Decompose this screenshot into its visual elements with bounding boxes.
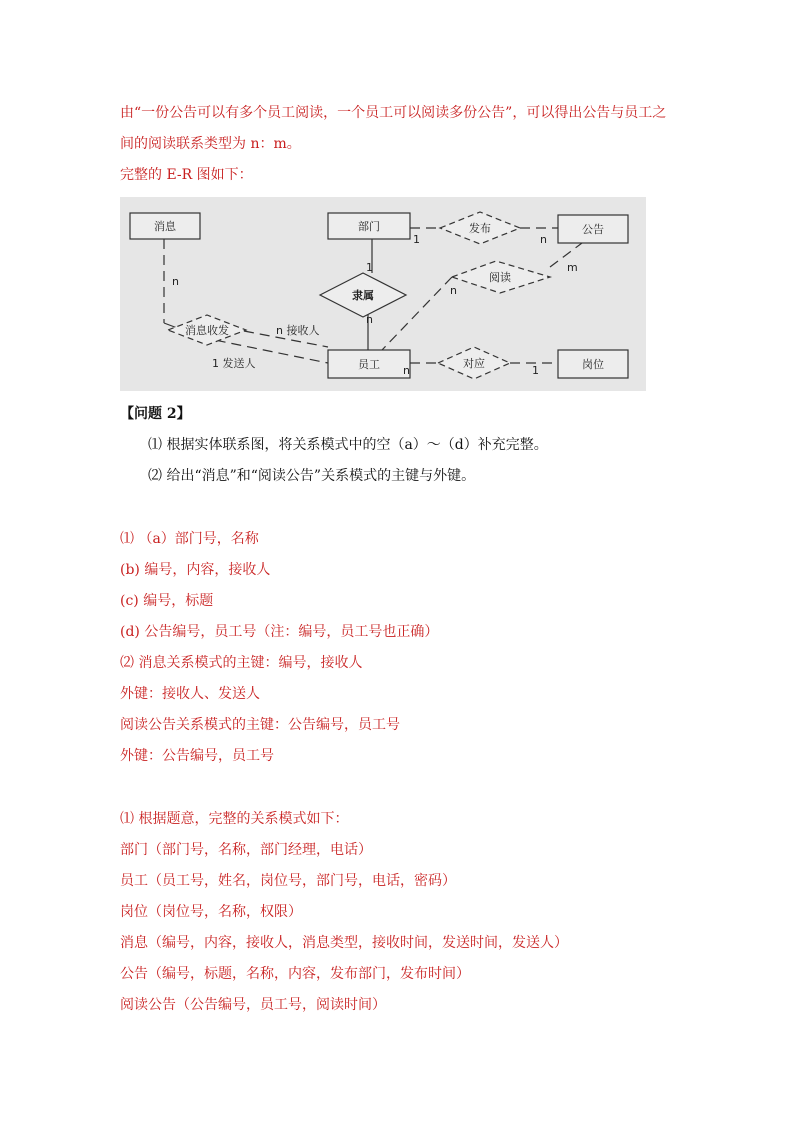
question-title: 【问题 2】 — [120, 406, 191, 422]
schema-line: 消息（编号，内容，接收人，消息类型，接收时间，发送时间，发送人） — [120, 935, 568, 951]
schema-line: 员工（员工号，姓名，岗位号，部门号，电话，密码） — [120, 873, 456, 889]
schema-line: 部门（部门号，名称，部门经理，电话） — [120, 842, 372, 858]
card-publish-notice: n — [540, 233, 547, 246]
card-sender: 1 发送人 — [212, 357, 256, 370]
entity-employee: 员工 — [358, 358, 380, 371]
rel-message-send: 消息收发 — [185, 324, 229, 337]
question-item-1: ⑴ 根据实体联系图，将关系模式中的空（a）～（d）补充完整。 — [148, 437, 548, 453]
card-correspond-pos: 1 — [532, 364, 539, 377]
er-diagram-svg — [120, 197, 646, 391]
card-read-emp: n — [450, 284, 457, 297]
card-belong-emp: n — [366, 313, 373, 326]
rel-correspond: 对应 — [463, 357, 485, 370]
answer-line: ⑴ （a）部门号，名称 — [120, 531, 259, 547]
answer-line: (b) 编号，内容，接收人 — [120, 562, 271, 578]
schema-line: 阅读公告（公告编号，员工号，阅读时间） — [120, 997, 386, 1013]
rel-publish: 发布 — [469, 222, 491, 235]
answer-line: (d) 公告编号，员工号（注：编号，员工号也正确） — [120, 624, 439, 640]
card-receiver: n 接收人 — [276, 324, 320, 337]
schema-line: 岗位（岗位号，名称，权限） — [120, 904, 302, 920]
answer-line: (c) 编号，标题 — [120, 593, 214, 609]
schema-line: 公告（编号，标题，名称，内容，发布部门，发布时间） — [120, 966, 470, 982]
rel-belong: 隶属 — [352, 289, 374, 302]
rel-read: 阅读 — [489, 271, 511, 284]
intro-line-2: 间的阅读联系类型为 n：m。 — [120, 136, 301, 152]
question-item-2: ⑵ 给出“消息”和“阅读公告”关系模式的主键与外键。 — [148, 468, 476, 484]
answer-line: 阅读公告关系模式的主键：公告编号，员工号 — [120, 717, 400, 733]
entity-department: 部门 — [358, 220, 380, 233]
card-read-notice: m — [567, 261, 578, 274]
entity-notice: 公告 — [582, 223, 604, 236]
card-dept-publish: 1 — [413, 233, 420, 246]
card-dept-belong: 1 — [366, 261, 373, 274]
entity-position: 岗位 — [582, 358, 604, 371]
answer-line: 外键：接收人、发送人 — [120, 686, 260, 702]
intro-line-1: 由“一份公告可以有多个员工阅读，一个员工可以阅读多份公告”，可以得出公告与员工之 — [120, 105, 667, 121]
answer-line: ⑵ 消息关系模式的主键：编号，接收人 — [120, 655, 363, 671]
entity-message: 消息 — [154, 220, 176, 233]
answer-line: 外键：公告编号，员工号 — [120, 748, 274, 764]
card-msg-send: n — [172, 275, 179, 288]
er-diagram — [120, 197, 646, 391]
intro-line-3: 完整的 E-R 图如下： — [120, 167, 253, 183]
card-emp-correspond: n — [403, 364, 410, 377]
schema-line: ⑴ 根据题意，完整的关系模式如下： — [120, 811, 349, 827]
